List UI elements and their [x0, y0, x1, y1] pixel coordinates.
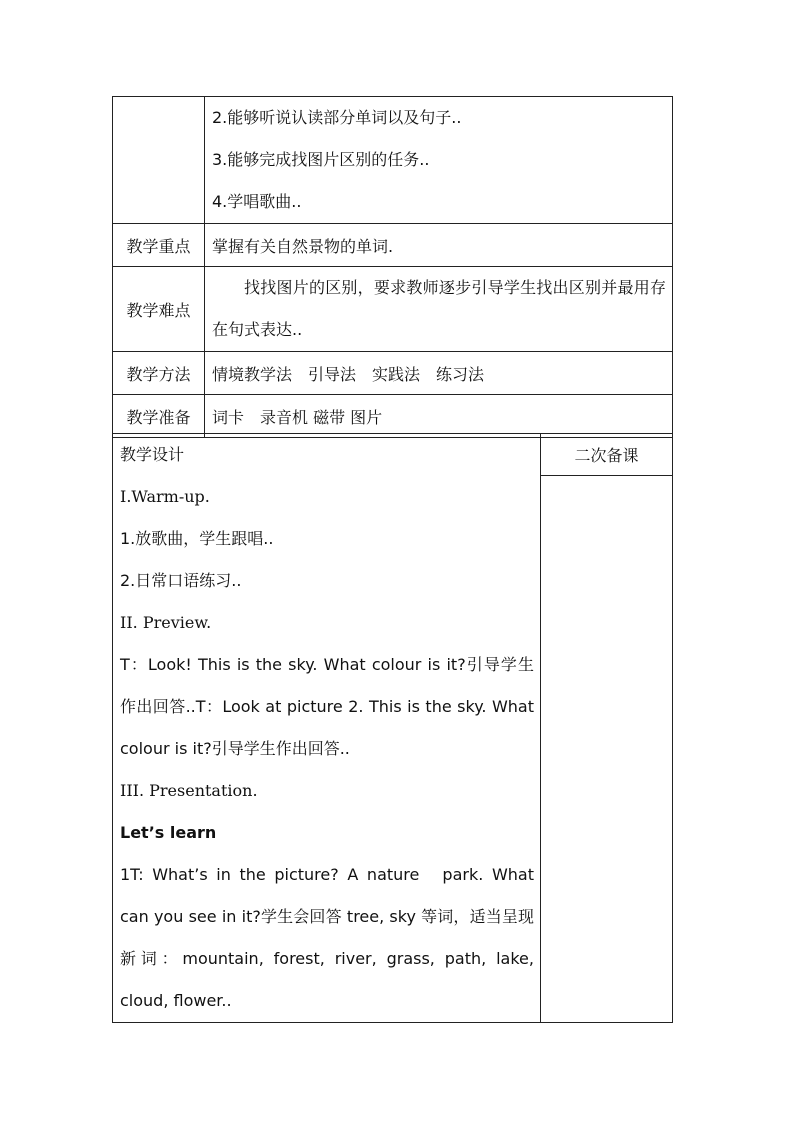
preparation-label: 教学准备	[113, 395, 205, 438]
methods-row	[113, 352, 673, 395]
methods-label: 教学方法	[113, 352, 205, 395]
design-main-cell	[113, 434, 541, 1023]
objective-item: 3.能够完成找图片区别的任务..	[212, 150, 430, 169]
key-points-row	[113, 224, 673, 267]
preparation-row	[113, 395, 673, 438]
warmup-item: 2.日常口语练习..	[120, 571, 242, 590]
difficulties-row	[113, 267, 673, 352]
objective-item: 4.学唱歌曲..	[212, 192, 302, 211]
teaching-design-table	[112, 433, 673, 1023]
methods-value: 情境教学法 引导法 实践法 练习法	[205, 352, 673, 395]
preparation-value: 词卡 录音机 磁带 图片	[205, 395, 673, 438]
preview-text: T：Look! This is the sky. What colour is it?引导学生作出回答..T：Look at picture 2. This is the sky. What colour is it?引导学生作出回答..	[120, 655, 534, 758]
design-header: 教学设计	[120, 445, 185, 464]
second-prep-header: 二次备课	[541, 434, 673, 476]
objective-item: 2.能够听说认读部分单词以及句子..	[212, 108, 462, 127]
key-points-value: 掌握有关自然景物的单词.	[205, 224, 673, 267]
difficulties-cell	[205, 267, 673, 352]
warmup-heading: I.Warm-up.	[120, 487, 210, 506]
design-header-row	[113, 434, 673, 476]
difficulties-label: 教学难点	[113, 267, 205, 352]
warmup-item: 1.放歌曲，学生跟唱..	[120, 529, 274, 548]
plan-info-table	[112, 96, 673, 438]
lets-learn-heading: Let’s learn	[120, 823, 217, 842]
objectives-cell	[205, 97, 673, 224]
objectives-label-cell	[113, 97, 205, 224]
preview-heading: II. Preview.	[120, 613, 212, 632]
objectives-row	[113, 97, 673, 224]
second-prep-cell	[541, 476, 673, 1023]
difficulties-value: 找找图片的区别，要求教师逐步引导学生找出区别并最用存在句式表达..	[212, 278, 666, 339]
presentation-text: 1T: What’s in the picture? A nature park. What can you see in it?学生会回答 tree, sky 等词，适当呈现新词：mountain, forest, river, grass, path, lake, cloud, flower..	[120, 865, 534, 1010]
key-points-label: 教学重点	[113, 224, 205, 267]
presentation-heading: III. Presentation.	[120, 781, 258, 800]
